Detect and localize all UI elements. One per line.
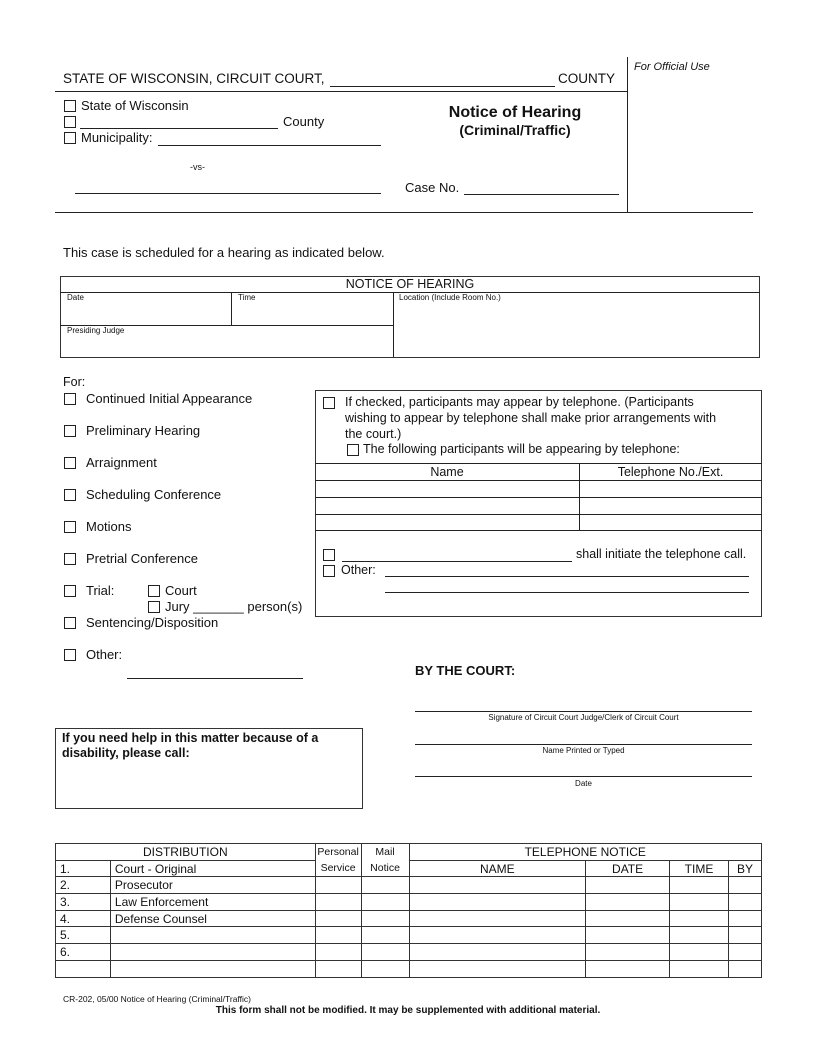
name-header: NAME — [409, 860, 586, 877]
row-number: 5. — [56, 927, 111, 944]
table-cell[interactable] — [361, 960, 409, 977]
hearing-type-label: Sentencing/Disposition — [86, 615, 219, 630]
table-cell[interactable] — [361, 910, 409, 927]
hearing-type-checkbox[interactable] — [64, 617, 76, 629]
form-title: Notice of Hearing — [448, 104, 582, 121]
hearing-type-checkbox[interactable] — [64, 425, 76, 437]
table-cell[interactable] — [586, 894, 670, 911]
municipality-checkbox[interactable] — [64, 132, 76, 144]
table-cell[interactable] — [315, 944, 361, 961]
table-cell[interactable] — [361, 894, 409, 911]
date-header: DATE — [586, 860, 670, 877]
divider — [55, 212, 753, 213]
row-number: 2. — [56, 877, 111, 894]
hearing-type-checkbox[interactable] — [64, 649, 76, 661]
hearing-type-label: Trial: — [86, 583, 115, 598]
table-cell[interactable] — [670, 960, 729, 977]
vs-label: -vs- — [190, 162, 205, 172]
row-number: 1. — [56, 860, 111, 877]
col-name: Name — [430, 465, 464, 479]
row-number: 3. — [56, 894, 111, 911]
location-label: Location (Include Room No.) — [399, 293, 501, 302]
recipient: Defense Counsel — [110, 910, 315, 927]
signature-caption: Signature of Circuit Court Judge/Clerk of Circuit Court — [488, 713, 679, 722]
signature-field[interactable] — [415, 711, 752, 712]
telephone-text-2: wishing to appear by telephone shall make prior arrangements with — [345, 411, 717, 425]
table-row — [56, 910, 762, 927]
col-phone: Telephone No./Ext. — [617, 465, 724, 479]
table-cell[interactable] — [586, 910, 670, 927]
recipient — [110, 944, 315, 961]
table-cell[interactable] — [409, 944, 586, 961]
table-cell[interactable] — [409, 877, 586, 894]
table-cell[interactable] — [586, 877, 670, 894]
table-cell[interactable] — [728, 927, 761, 944]
for-label: For: — [63, 375, 86, 389]
table-cell[interactable] — [728, 960, 761, 977]
table-row — [56, 944, 762, 961]
recipient — [110, 927, 315, 944]
table-cell[interactable] — [315, 910, 361, 927]
phone-other-field-2[interactable] — [385, 592, 749, 593]
hearing-type-label: Continued Initial Appearance — [86, 391, 253, 406]
date-label: Date — [67, 293, 84, 302]
recipient: Court - Original — [110, 860, 315, 877]
judge-label: Presiding Judge — [67, 326, 125, 335]
following-label: The following participants will be appearing by telephone: — [363, 442, 680, 456]
table-cell[interactable] — [670, 894, 729, 911]
distribution-header: DISTRIBUTION — [56, 844, 316, 861]
table-cell[interactable] — [409, 910, 586, 927]
telephone-notice-header: TELEPHONE NOTICE — [409, 844, 761, 861]
table-cell[interactable] — [670, 927, 729, 944]
time-header: TIME — [670, 860, 729, 877]
hearing-type-label: Other: — [86, 647, 123, 662]
table-cell[interactable] — [409, 960, 586, 977]
table-cell[interactable] — [670, 944, 729, 961]
hearing-type-checkbox[interactable] — [64, 489, 76, 501]
disability-text-1: If you need help in this matter because of a — [62, 731, 319, 745]
other-hearing-field[interactable] — [127, 678, 303, 679]
table-cell[interactable] — [409, 927, 586, 944]
table-cell[interactable] — [409, 894, 586, 911]
date-caption: Date — [575, 779, 592, 788]
county-party-label: County — [283, 114, 325, 129]
time-label: Time — [238, 293, 256, 302]
row-number: 4. — [56, 910, 111, 927]
mail-header: Mail — [375, 846, 395, 859]
table-row — [56, 927, 762, 944]
table-row — [56, 960, 762, 977]
form-subtitle: (Criminal/Traffic) — [459, 122, 571, 138]
defendant-field[interactable] — [75, 193, 381, 194]
table-cell[interactable] — [728, 910, 761, 927]
table-cell[interactable] — [361, 927, 409, 944]
table-cell[interactable] — [586, 927, 670, 944]
municipality-field[interactable] — [158, 145, 381, 146]
state-checkbox[interactable] — [64, 100, 76, 112]
official-use-label: For Official Use — [634, 61, 710, 73]
phone-other-label: Other: — [341, 563, 376, 577]
table-cell[interactable] — [586, 960, 670, 977]
recipient: Law Enforcement — [110, 894, 315, 911]
table-cell[interactable] — [361, 877, 409, 894]
name-caption: Name Printed or Typed — [542, 746, 625, 755]
distribution-table — [55, 843, 762, 978]
county-name-field[interactable] — [80, 128, 278, 129]
table-cell[interactable] — [315, 877, 361, 894]
case-no-label: Case No. — [405, 180, 460, 195]
hearing-type-label: Preliminary Hearing — [86, 423, 201, 438]
trial-jury-checkbox[interactable] — [148, 601, 160, 613]
table-cell[interactable] — [670, 910, 729, 927]
hearing-type-checkbox[interactable] — [64, 585, 76, 597]
personal-header: Personal — [317, 846, 359, 859]
table-cell[interactable] — [315, 894, 361, 911]
table-cell[interactable] — [728, 944, 761, 961]
telephone-text-1: If checked, participants may appear by telephone. (Participants — [345, 395, 694, 409]
disability-text-2: disability, please call: — [62, 746, 190, 760]
personal-header-2: Service — [320, 862, 356, 875]
by-header: BY — [728, 860, 761, 877]
date-field[interactable] — [415, 776, 752, 777]
by-the-court: BY THE COURT: — [415, 663, 516, 678]
initiator-field[interactable] — [342, 561, 572, 562]
phone-other-field[interactable] — [385, 576, 749, 577]
trial-jury-label: Jury _______ person(s) — [165, 599, 303, 614]
hearing-type-label: Pretrial Conference — [86, 551, 198, 566]
initiate-checkbox[interactable] — [323, 549, 335, 561]
notice-title: NOTICE OF HEARING — [345, 277, 475, 291]
hearing-type-checkbox[interactable] — [64, 393, 76, 405]
divider — [627, 57, 628, 212]
divider — [55, 91, 627, 92]
mail-header-2: Notice — [370, 862, 400, 875]
following-checkbox[interactable] — [347, 444, 359, 456]
table-row — [56, 877, 762, 894]
hearing-type-label: Motions — [86, 519, 132, 534]
court-caption: STATE OF WISCONSIN, CIRCUIT COURT, — [63, 71, 325, 86]
footer-notice: This form shall not be modified. It may be supplemented with additional material. — [215, 1005, 601, 1016]
trial-court-label: Court — [165, 583, 197, 598]
row-number: 6. — [56, 944, 111, 961]
table-cell[interactable] — [586, 944, 670, 961]
county-checkbox[interactable] — [64, 116, 76, 128]
table-cell[interactable] — [315, 927, 361, 944]
county-field[interactable] — [330, 86, 555, 87]
hearing-type-checkbox[interactable] — [64, 521, 76, 533]
table-cell[interactable] — [728, 894, 761, 911]
hearing-type-checkbox[interactable] — [64, 553, 76, 565]
case-no-field[interactable] — [464, 194, 619, 195]
hearing-type-label: Scheduling Conference — [86, 487, 222, 502]
phone-other-checkbox[interactable] — [323, 565, 335, 577]
table-cell[interactable] — [670, 877, 729, 894]
county-label: COUNTY — [558, 71, 615, 86]
telephone-text-3: the court.) — [345, 427, 402, 441]
initiate-label: shall initiate the telephone call. — [576, 547, 747, 561]
telephone-checkbox[interactable] — [323, 397, 335, 409]
table-cell[interactable] — [361, 944, 409, 961]
table-cell[interactable] — [728, 877, 761, 894]
intro-text: This case is scheduled for a hearing as indicated below. — [63, 245, 385, 260]
table-cell[interactable] — [315, 960, 361, 977]
hearing-type-checkbox[interactable] — [64, 457, 76, 469]
recipient: Prosecutor — [110, 877, 315, 894]
municipality-label: Municipality: — [81, 130, 153, 145]
form-id: CR-202, 05/00 Notice of Hearing (Criminal/Traffic) — [63, 994, 252, 1004]
trial-court-checkbox[interactable] — [148, 585, 160, 597]
table-row — [56, 894, 762, 911]
hearing-type-label: Arraignment — [86, 455, 157, 470]
state-label: State of Wisconsin — [81, 98, 189, 113]
name-field[interactable] — [415, 744, 752, 745]
